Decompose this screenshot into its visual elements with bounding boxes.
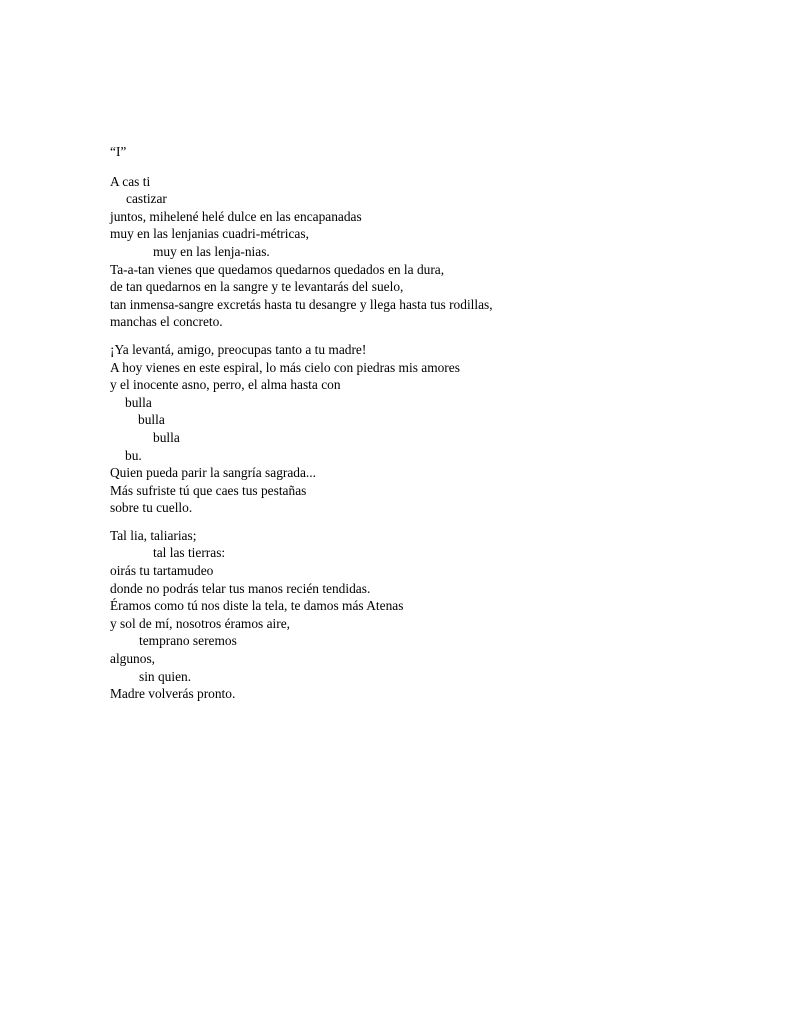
poem-line: A cas ti [110,173,151,189]
poem-line: tal las tierras: [153,545,226,561]
poem-line: bulla [153,429,180,445]
poem-line: Tal lia, taliarias; [110,527,197,543]
poem-line: tan inmensa-sangre excretás hasta tu desangre y llega hasta tus rodillas, [110,296,493,312]
poem-line: y el inocente asno, perro, el alma hasta con [110,377,341,393]
poem-line: bu. [125,447,142,463]
poem-line: oirás tu tartamudeo [110,563,214,579]
poem-line: de tan quedarnos en la sangre y te levantarás del suelo, [110,279,404,295]
poem-line: sobre tu cuello. [110,500,193,516]
stanza-3 [110,527,750,703]
stanza-1 [110,173,750,331]
poem-line: y sol de mí, nosotros éramos aire, [110,615,290,631]
poem-line: bulla [125,394,152,410]
poem-line: juntos, mihelené helé dulce en las encapanadas [110,208,362,224]
poem-line: bulla [138,412,165,428]
poem-line: castizar [126,191,167,207]
poem-line: temprano seremos [139,633,237,649]
poem-line: Madre volverás pronto. [110,686,236,702]
poem-line: manchas el concreto. [110,314,223,330]
stanza-2 [110,341,750,517]
poem-line: Éramos como tú nos diste la tela, te damos más Atenas [110,598,404,614]
poem-line: ¡Ya levantá, amigo, preocupas tanto a tu madre! [110,341,367,357]
poem [110,143,750,703]
poem-title: “I” [110,144,127,159]
poem-line: algunos, [110,651,156,667]
poem-line: A hoy vienes en este espiral, lo más cielo con piedras mis amores [110,359,460,375]
poem-line: Más sufriste tú que caes tus pestañas [110,482,307,498]
poem-line: Quien pueda parir la sangría sagrada... [110,465,316,481]
poem-line: Ta-a-tan vienes que quedamos quedarnos quedados en la dura, [110,261,445,277]
poem-line: donde no podrás telar tus manos recién tendidas. [110,580,371,596]
poem-line: muy en las lenja-nias. [153,243,270,259]
poem-line: muy en las lenjanias cuadri-métricas, [110,226,309,242]
poem-line: sin quien. [139,668,192,684]
